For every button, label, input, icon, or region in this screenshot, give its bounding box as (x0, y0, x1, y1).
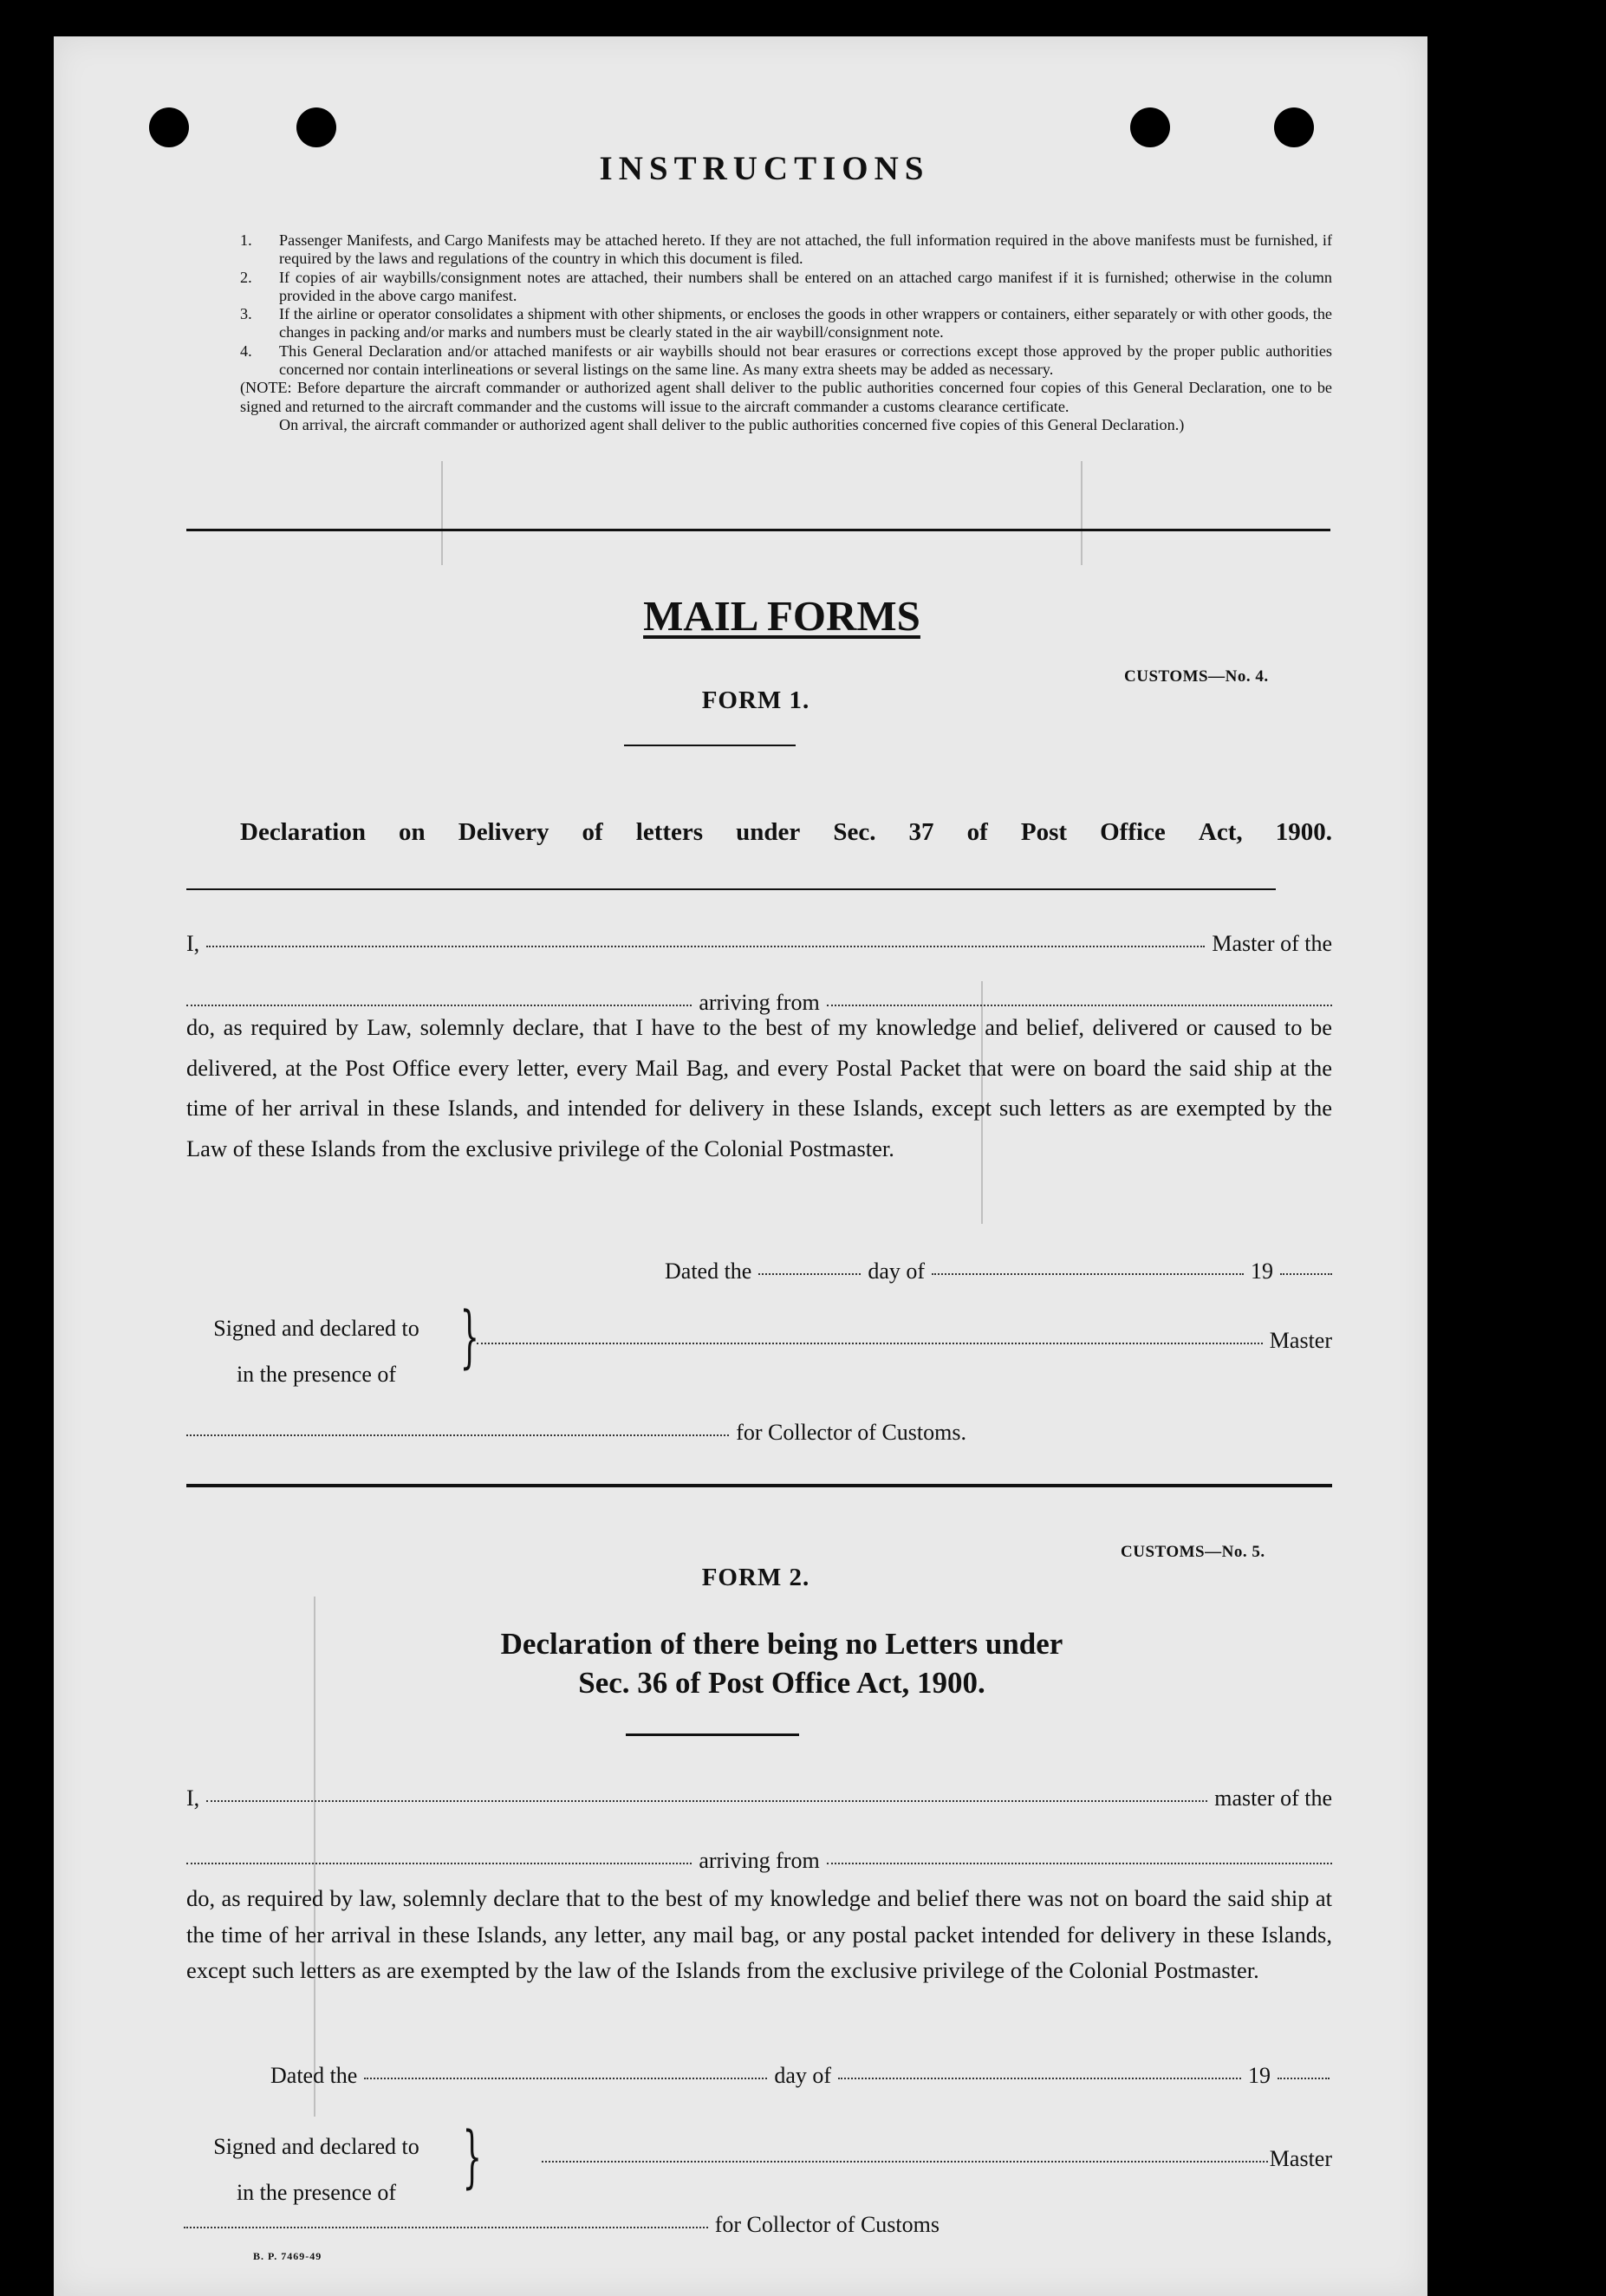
form1-ship-field[interactable] (186, 1005, 692, 1006)
form1-month-field[interactable] (932, 1273, 1244, 1275)
form2-paragraph: do, as required by law, solemnly declare that to the best of my knowledge and belief there was not on board the said ship at the time of her arrival in these Islands, any letter, any mail bag, or any postal packet intended for delivery in these Islands, except such letters as are exempted by the law of the Islands from the exclusive privilege of the Colonial Postmaster. (186, 1885, 1332, 1983)
instructions-title: INSTRUCTIONS (599, 150, 930, 187)
form2-ship-field[interactable] (186, 1863, 692, 1864)
form1-declaration-heading: Declaration on Delivery of letters under Sec. 37 of Post Office Act, 1900. (240, 818, 1332, 846)
form2-month-field[interactable] (838, 2078, 1241, 2079)
document-page (54, 36, 1427, 2296)
mail-forms-title: MAIL FORMS (643, 592, 920, 640)
form1-day-field[interactable] (758, 1273, 861, 1275)
form2-master-signature-field[interactable] (542, 2161, 1268, 2163)
form2-heading-underline (626, 1733, 799, 1736)
instruction-text: If the airline or operator consolidates a shipment with other shipments, or encloses the goods in other wrappers or containers, either separately or with other goods, the changes in packing and/or marks and numbers must be clearly stated in the air waybill/consignment note. (279, 305, 1332, 341)
form2-arriving-line: arriving from (186, 1848, 1332, 1874)
punch-hole-icon (1130, 107, 1170, 147)
form1-master-signature-field[interactable] (477, 1343, 1263, 1344)
form2-customs-number: CUSTOMS—No. 5. (1121, 1543, 1265, 1561)
form2-collector-signature-field[interactable] (184, 2227, 708, 2228)
instruction-item (240, 269, 1332, 306)
form1-customs-number: CUSTOMS—No. 4. (1124, 667, 1269, 686)
instruction-number: 3. (240, 305, 252, 323)
instruction-item (240, 342, 1332, 380)
form2-day-field[interactable] (364, 2078, 767, 2079)
punch-hole-icon (296, 107, 336, 147)
form1-origin-field[interactable] (827, 1005, 1332, 1006)
form1-year-field[interactable] (1280, 1273, 1332, 1275)
punch-hole-icon (1274, 107, 1314, 147)
form2-master-sign-line: Master (535, 2146, 1332, 2172)
form2-title: FORM 2. (701, 1564, 810, 1591)
form1-collector-signature-field[interactable] (186, 1434, 729, 1436)
form1-master-sign-line: Master (470, 1328, 1332, 1354)
form1-collector-line: for Collector of Customs. (186, 1420, 966, 1446)
instruction-item (240, 305, 1332, 342)
form2-year-field[interactable] (1278, 2078, 1330, 2079)
form2-declaration-heading: Declaration of there being no Letters under Sec. 36 of Post Office Act, 1900. (500, 1627, 1063, 1700)
form2-master-line: I, master of the (186, 1785, 1332, 1811)
instruction-text: This General Declaration and/or attached manifests or air waybills should not bear erasures or corrections except those approved by the proper public authorities concerned nor contain interlineations or several listings on the same line. As many extra sheets may be added as necessary. (279, 341, 1332, 379)
instruction-text: If copies of air waybills/consignment notes are attached, their numbers shall be entered on an attached cargo manifest if it is furnished; otherwise in the column provided in the above cargo manifest. (279, 268, 1332, 304)
instruction-number: 1. (240, 231, 252, 249)
form2-collector-line: for Collector of Customs (184, 2212, 940, 2238)
form1-master-line: I, Master of the (186, 931, 1332, 956)
instruction-number: 4. (240, 341, 252, 360)
punch-hole-icon (149, 107, 189, 147)
section-divider (186, 529, 1330, 531)
form2-brace: } (462, 2118, 482, 2196)
instruction-item (240, 231, 1332, 269)
instruction-number: 2. (240, 268, 252, 286)
fold-mark (1081, 461, 1083, 565)
form2-signed-label: Signed and declared to in the presence of (213, 2134, 419, 2205)
form1-brace: } (459, 1298, 479, 1376)
form1-name-field[interactable] (206, 946, 1205, 947)
form2-date-line: Dated the day of 19 (270, 2063, 1330, 2089)
form1-date-line: Dated the day of 19 (665, 1259, 1332, 1285)
print-code: B. P. 7469-49 (253, 2250, 322, 2262)
form1-signed-label: Signed and declared to in the presence of (213, 1316, 419, 1387)
form2-name-field[interactable] (206, 1800, 1207, 1802)
fold-mark (441, 461, 443, 565)
form1-arriving-line: arriving from (186, 990, 1332, 1016)
instruction-note: (NOTE: Before departure the aircraft commander or authorized agent shall deliver to the public authorities concerned four copies of this General Declaration, one to be signed and returned to the aircraft commander and the customs will issue to the aircraft commander a customs clearance certificate. (240, 379, 1332, 415)
form1-title: FORM 1. (701, 686, 810, 714)
section-divider (186, 1484, 1332, 1487)
form2-origin-field[interactable] (827, 1863, 1332, 1864)
instructions-list (240, 231, 1332, 434)
form1-paragraph: do, as required by Law, solemnly declare, that I have to the best of my knowledge and belief, delivered or caused to be delivered, at the Post Office every letter, every Mail Bag, and every Postal Packet that were on board the said ship at the time of her arrival in these Islands, and intended for delivery in these Islands, except such letters as are exempted by the Law of these Islands from the exclusive privilege of the Colonial Postmaster. (186, 1014, 1332, 1161)
instruction-note-arrival: On arrival, the aircraft commander or authorized agent shall deliver to the public authorities concerned five copies of this General Declaration.) (279, 415, 1185, 433)
form1-title-underline (624, 745, 796, 746)
instruction-text: Passenger Manifests, and Cargo Manifests may be attached hereto. If they are not attached, the full information required in the above manifests must be furnished, if required by the laws and regulations of the country in which this document is filed. (279, 231, 1332, 268)
form1-heading-rule (186, 888, 1276, 890)
